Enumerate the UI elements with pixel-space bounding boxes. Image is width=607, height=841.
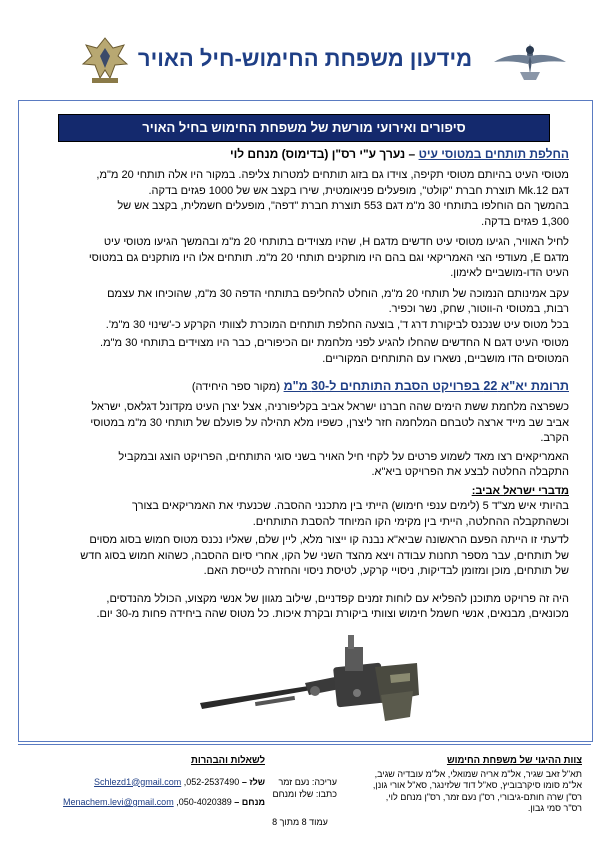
article-p2-line1: לחיל האוויר, הגיעו מטוסי עיט חדשים מדגם H, שהיו מצוידים בתותחי 20 מ"מ ובהמשך הגיעו מטוסי עיט: [103, 236, 569, 248]
section2-q2-line3: של תותחים, מוכן ומזומן לבדיקות, ניסויי קרקע, לטיסת ניסוי והחזרה לטייסת האם.: [203, 565, 569, 577]
section2-title-row: [38, 379, 569, 393]
article-p2-line3: העיט הדו-מושביים לאימון.: [450, 267, 569, 279]
section2-body: [38, 400, 569, 623]
section2-quote-label: מדברי ישראל אביב:: [471, 484, 569, 497]
section2-p2-line2: התקבלה החלטה לבצע את הפרויקט ביא"א.: [371, 466, 569, 478]
contact2-name: מנחם –: [234, 797, 265, 807]
steering-team-line2: אל"מ סומו סיקרבוביץ, סא"ל דוד שלזינגר, סא"ל אורי גונן,: [372, 780, 582, 790]
ordnance-wings-icon: [490, 34, 570, 86]
contact-box: [25, 755, 265, 809]
steering-team-title: צוות ההיגוי של משפחת החימוש: [446, 755, 582, 766]
editing-credits: [265, 777, 337, 800]
section2-p2-line1: האמריקאים רצו מאד לשמוע פרטים על לקחי חיל האויר בשני סוגי התותחים, הפרויקט הוצג ובמקביל: [118, 450, 569, 463]
contact2-email-link[interactable]: Menachem.levi@gmail.com: [63, 797, 174, 807]
footer-divider: [18, 744, 591, 745]
steering-team-line3: רס"ן שרה חותם-גיבורי, רס"ן נעם זמר, רס"ן מנחם לוי,: [385, 791, 582, 802]
section2-p3-line1: היה זה פרויקט מתוכנן להפליא עם לוחות זמנים קפדניים, שילוב מגוון של אנשי מקצוע, הכולל מהנדסים,: [106, 592, 569, 605]
cannon-photo: [195, 625, 425, 730]
banner: סיפורים ואירועי מורשת של משפחת החימוש בחיל האויר: [58, 114, 550, 142]
section2-q2-line1: לדעתי זו הייתה הפעם הראשונה שביא"א נבנה קו ייצור מלא, ליין שלם, שאליו נכנס מטוס חמוש בסוג מסוים: [89, 534, 569, 546]
article-title: [38, 147, 569, 161]
questions-title: לשאלות והבהרות: [191, 755, 265, 766]
editing-line2: כתבו: שלז ומנחם: [272, 788, 337, 799]
article-p3-line1: עקב אמינותם הנמוכה של תותחי 20 מ"מ, הוחלט להחליפם בתותחי הדפה 30 מ"מ, שהוכיחו את עצמם: [107, 287, 569, 300]
article-p1-line3: בהמשך הם הוחלפו בתותחי 30 מ"מ דגם 553 תוצרת חברת "דפה", מופעלים חשמלית, בקצב אש של: [117, 200, 569, 212]
article-p5-line1: מטוסי העיט דגם N החדשים שהחלו להגיע לפני מלחמת יום הכיפורים, כבר היו מצוידים בתותחי 30 מ"מ.: [100, 337, 569, 349]
article-p3-line2: רבות, במטוסי ה-ווטור, שחק, נשר וכפיר.: [388, 303, 569, 315]
section2-p1-line3: הקרב.: [540, 432, 569, 444]
section2-source: (מקור ספר היחידה): [191, 381, 281, 393]
contact2-phone: 050-4020389: [178, 797, 232, 807]
section2-p1-line2: אביב שב מייד ארצה לטבחם המלחמה חזר ליצרן, כשפיו מלא תהילה על פועלם של תותחי 30 מ"מ במטוסי: [90, 416, 569, 429]
section2-p3-line2: מכונאים, מבנאים, אנשי חשמל חימוש וצוותי ביקורת ובקרת איכות. כל מטוס שהה ביחידה פחות מ-30 יום.: [96, 608, 569, 620]
article-p2-line2: מדגם E, מעודפי הצי האמריקאי וגם בהם היו מותקנים תותחי 20 מ"מ. תותחים אלו היו מותקנים גם במטוסי: [88, 251, 569, 264]
contact1-name: שלז –: [241, 776, 265, 787]
editing-line1: עריכה: נעם זמר: [278, 777, 337, 787]
section2-title: תרומת יא"א 22 בפרויקט הסבת התותחים ל-30 מ"מ: [283, 379, 569, 393]
article-title-main: החלפת תותחים במטוסי עיט: [418, 147, 569, 161]
steering-team-line1: תא"ל זאב שגיר, אל"מ אריה שמואלי, אל"מ עובדיה שגיב,: [374, 768, 582, 779]
section2-q1-line1: בהיותי איש מצ"ד 5 (לימים ענפי חימוש) הייתי בין מתכנני ההסבה. שכנעתי את האמריקאים בצורך: [132, 500, 569, 512]
section2-q1-line2: וכשהתקבלה ההחלטה, הייתי בין מקימי הקו המיוחד להסבת התותחים.: [252, 515, 569, 528]
article-body: [38, 168, 569, 367]
section2-p1-line1: כשפרצה מלחמת ששת הימים שהה חברנו ישראל אביב בקליפורניה, אצל יצרן העיט מקדונל דגלאס, ישראל: [91, 401, 569, 413]
steering-team-line4: רס"ר סמי גבון.: [527, 803, 582, 813]
contact-row-2: מנחם – 050-4020389, Menachem.levi@gmail.com: [63, 797, 265, 807]
header-title: מידעון משפחת החימוש-חיל האויר: [137, 46, 473, 71]
header: [0, 0, 607, 96]
article-p1-line2: דגם Mk.12 תוצרת חברת "קולט", מופעלים פניאומטית, שירו בקצב אש של 1000 פגזים בדקה.: [148, 184, 569, 197]
article-byline: – נערך ע"י רס"ן (בדימוס) מנחם לוי: [229, 147, 419, 161]
article-p1-line4: 1,300 פגזים בדקה.: [481, 215, 569, 228]
article-p4-line1: בכל מטוס עיט שנכנס לביקורת דרג ד', בוצעה החלפת תותחים המוכרת לצוותי הקרקע כ-'שינוי 30 מ"מ'.: [105, 318, 569, 331]
contact1-phone: 052-2537490: [186, 776, 240, 787]
iaf-emblem-icon: [80, 34, 130, 86]
steering-team: [360, 755, 582, 815]
contact-row-1: שלז – 052-2537490, Schlezd1@gmail.com: [94, 776, 265, 787]
page-number: עמוד 8 מתוך 8: [272, 817, 328, 827]
article-p1-line1: מטוסי העיט בהיותם מטוסי תקיפה, צוידו גם בזוג תותחים למטרות צליפה. במקור היו אלה תותחי 20 מ"מ,: [96, 169, 569, 181]
contact1-email-link[interactable]: Schlezd1@gmail.com: [94, 776, 182, 787]
article-p5-line2: המטוסים הדו מושביים, נשארו עם התותחים המקוריים.: [322, 352, 569, 365]
section2-q2-line2: של תותחים, עבר מספר תחנות עבודה ויצא מהצד השני של הקו, אחרי סיום ההסבה, כשהוא חמוש בסוג חדש: [80, 549, 569, 562]
